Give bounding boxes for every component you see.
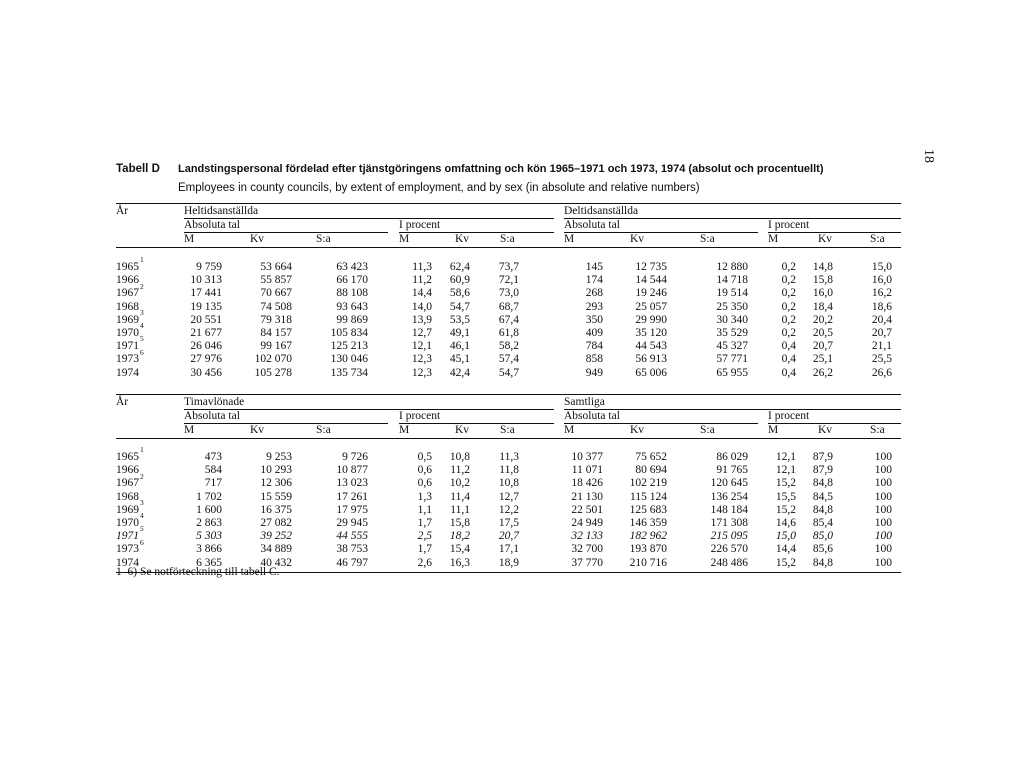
column-header-m: M bbox=[564, 424, 575, 436]
column-header-kv: Kv bbox=[250, 424, 265, 436]
table-cell: 60,9 bbox=[449, 274, 470, 287]
subgroup-rule bbox=[399, 232, 554, 233]
table-cell: 45,1 bbox=[449, 353, 470, 366]
table-cell: 2,6 bbox=[417, 556, 432, 569]
column-header-sa: S:a bbox=[500, 233, 515, 245]
table-cell: 13 023 bbox=[336, 477, 368, 490]
table-cell: 14 718 bbox=[716, 274, 748, 287]
table-cell: 29 990 bbox=[635, 313, 667, 326]
table-cell: 130 046 bbox=[330, 353, 368, 366]
table-cell: 11 071 bbox=[571, 464, 603, 477]
table-cell: 99 167 bbox=[260, 340, 292, 353]
table-cell: 0,4 bbox=[781, 353, 796, 366]
header-bottom-rule bbox=[116, 247, 901, 248]
table-cell: 9 253 bbox=[266, 451, 292, 463]
table-cell: 44 555 bbox=[336, 530, 368, 543]
table-cell: 74 508 bbox=[260, 300, 292, 313]
table-cell: 17,1 bbox=[498, 543, 519, 556]
table-cell: 584 bbox=[204, 464, 222, 477]
table-cell: 210 716 bbox=[629, 556, 667, 569]
table-cell: 45 327 bbox=[716, 340, 748, 353]
table-cell: 16,2 bbox=[871, 287, 892, 300]
table-cell: 12,1 bbox=[775, 451, 796, 463]
table-cell: 35 529 bbox=[716, 327, 748, 339]
column-header-kv: Kv bbox=[818, 424, 833, 436]
table-cell: 73,0 bbox=[498, 287, 519, 300]
table-cell: 14 544 bbox=[635, 274, 667, 287]
table-cell: 2 863 bbox=[196, 517, 222, 529]
table-cell: 21,1 bbox=[871, 340, 892, 353]
table-cell: 0,2 bbox=[781, 274, 796, 287]
table-cell: 25,1 bbox=[812, 353, 833, 366]
table-cell: 49,1 bbox=[449, 327, 470, 339]
table-cell: 11,3 bbox=[412, 261, 432, 273]
table-cell: 46 797 bbox=[336, 556, 368, 569]
table-title-english: Employees in county councils, by extent of employment, and by sex (in absolute and relative numbers) bbox=[178, 182, 700, 194]
row-year: 1965$^1$ bbox=[116, 445, 144, 463]
table-cell: 20,7 bbox=[498, 530, 519, 543]
table-cell: 73,7 bbox=[498, 261, 519, 273]
table-cell: 29 945 bbox=[336, 517, 368, 529]
subgroup-rule bbox=[564, 232, 758, 233]
table-cell: 12,7 bbox=[498, 490, 519, 503]
table-cell: 100 bbox=[874, 490, 892, 503]
table-cell: 100 bbox=[874, 503, 892, 516]
row-year: 1974 bbox=[116, 556, 139, 569]
row-year: 1970$^4$ bbox=[116, 321, 144, 339]
table-cell: 85,0 bbox=[812, 530, 833, 543]
table-cell: 18,9 bbox=[498, 556, 519, 569]
table-cell: 102 070 bbox=[254, 353, 292, 366]
table-cell: 784 bbox=[585, 340, 603, 353]
subgroup-rule bbox=[184, 232, 388, 233]
table-cell: 0,2 bbox=[781, 287, 796, 300]
table-cell: 12 306 bbox=[260, 477, 292, 490]
column-header-kv: Kv bbox=[455, 424, 470, 436]
table-cell: 58,2 bbox=[498, 340, 519, 353]
table-cell: 135 734 bbox=[330, 366, 368, 379]
column-header-kv: Kv bbox=[630, 424, 645, 436]
table-cell: 11,2 bbox=[450, 464, 470, 477]
table-cell: 14,4 bbox=[775, 543, 796, 556]
table-cell: 54,7 bbox=[449, 300, 470, 313]
column-header-m: M bbox=[399, 233, 410, 245]
table-cell: 20,4 bbox=[871, 313, 892, 326]
table-cell: 100 bbox=[874, 464, 892, 477]
column-header-sa: S:a bbox=[870, 424, 885, 436]
table-cell: 17 975 bbox=[336, 503, 368, 516]
table-cell: 84,8 bbox=[812, 477, 833, 490]
column-header-sa: S:a bbox=[500, 424, 515, 436]
group-header-left: Timavlönade bbox=[184, 396, 245, 408]
table-cell: 2,5 bbox=[417, 530, 432, 543]
table-cell: 100 bbox=[874, 556, 892, 569]
table-cell: 120 645 bbox=[710, 477, 748, 490]
table-cell: 0,6 bbox=[417, 477, 432, 490]
table-cell: 105 834 bbox=[330, 327, 368, 339]
table-cell: 409 bbox=[585, 327, 603, 339]
table-cell: 0,2 bbox=[781, 313, 796, 326]
table-cell: 100 bbox=[874, 477, 892, 490]
table-cell: 93 643 bbox=[336, 300, 368, 313]
table-cell: 22 501 bbox=[571, 503, 603, 516]
header-bottom-rule bbox=[116, 438, 901, 439]
table-cell: 86 029 bbox=[716, 451, 748, 463]
table-cell: 15,2 bbox=[775, 556, 796, 569]
table-cell: 182 962 bbox=[629, 530, 667, 543]
table-cell: 15,8 bbox=[812, 274, 833, 287]
row-year: 1968 bbox=[116, 300, 139, 313]
table-cell: 18,4 bbox=[812, 300, 833, 313]
table-cell: 11,4 bbox=[450, 490, 470, 503]
table-cell: 174 bbox=[585, 274, 603, 287]
table-cell: 79 318 bbox=[260, 313, 292, 326]
table-cell: 68,7 bbox=[498, 300, 519, 313]
table-cell: 61,8 bbox=[498, 327, 519, 339]
table-cell: 146 359 bbox=[629, 517, 667, 529]
table-cell: 34 889 bbox=[260, 543, 292, 556]
table-cell: 473 bbox=[204, 451, 222, 463]
column-header-m: M bbox=[184, 233, 195, 245]
row-year: 1967$^2$ bbox=[116, 471, 144, 490]
table-cell: 100 bbox=[874, 517, 892, 529]
table-cell: 858 bbox=[585, 353, 603, 366]
subheader-absoluta-right: Absoluta tal bbox=[564, 410, 620, 422]
table-cell: 15,5 bbox=[775, 490, 796, 503]
table-cell: 44 543 bbox=[635, 340, 667, 353]
table-cell: 87,9 bbox=[812, 451, 833, 463]
table-cell: 27 082 bbox=[260, 517, 292, 529]
table-cell: 10 293 bbox=[260, 464, 292, 477]
table-cell: 32 700 bbox=[571, 543, 603, 556]
table-cell: 12,7 bbox=[411, 327, 432, 339]
table-cell: 80 694 bbox=[635, 464, 667, 477]
table-cell: 14,6 bbox=[775, 517, 796, 529]
table-cell: 53,5 bbox=[449, 313, 470, 326]
table-cell: 100 bbox=[874, 530, 892, 543]
row-year: 1968 bbox=[116, 490, 139, 503]
table-cell: 125 683 bbox=[629, 503, 667, 516]
group-header-left: Heltidsanställda bbox=[184, 205, 259, 217]
table-cell: 21 677 bbox=[190, 327, 222, 339]
column-header-kv: Kv bbox=[630, 233, 645, 245]
table-cell: 65 955 bbox=[716, 366, 748, 379]
column-header-kv: Kv bbox=[818, 233, 833, 245]
subheader-procent-right: I procent bbox=[768, 410, 810, 422]
table-cell: 125 213 bbox=[330, 340, 368, 353]
row-year: 1974 bbox=[116, 366, 139, 379]
column-header-m: M bbox=[768, 424, 779, 436]
column-header-kv: Kv bbox=[250, 233, 265, 245]
section-top-rule bbox=[116, 394, 901, 395]
table-cell: 10 377 bbox=[571, 451, 603, 463]
table-cell: 91 765 bbox=[716, 464, 748, 477]
column-header-sa: S:a bbox=[316, 233, 331, 245]
table-cell: 84,8 bbox=[812, 556, 833, 569]
table-cell: 26,6 bbox=[871, 366, 892, 379]
subheader-procent-right: I procent bbox=[768, 219, 810, 231]
table-cell: 0,4 bbox=[781, 366, 796, 379]
table-cell: 18 426 bbox=[571, 477, 603, 490]
column-header-m: M bbox=[399, 424, 410, 436]
row-year: 1969$^3$ bbox=[116, 307, 144, 326]
column-header-sa: S:a bbox=[870, 233, 885, 245]
table-cell: 1,7 bbox=[417, 517, 432, 529]
row-year: 1973$^6$ bbox=[116, 537, 144, 556]
table-cell: 67,4 bbox=[498, 313, 519, 326]
table-cell: 20,5 bbox=[812, 327, 833, 339]
table-cell: 85,4 bbox=[812, 517, 833, 529]
table-cell: 66 170 bbox=[336, 274, 368, 287]
table-cell: 1,3 bbox=[417, 490, 432, 503]
subheader-procent-left: I procent bbox=[399, 219, 441, 231]
table-cell: 35 120 bbox=[635, 327, 667, 339]
table-title-swedish: Landstingspersonal fördelad efter tjänstgöringens omfattning och kön 1965–1971 och 1973, 1974 (absolut och procentuellt) bbox=[178, 163, 824, 175]
table-cell: 193 870 bbox=[629, 543, 667, 556]
table-cell: 25 350 bbox=[716, 300, 748, 313]
table-cell: 10,8 bbox=[498, 477, 519, 490]
table-cell: 57,4 bbox=[498, 353, 519, 366]
table-cell: 10 877 bbox=[336, 464, 368, 477]
table-cell: 37 770 bbox=[571, 556, 603, 569]
row-year: 1965$^1$ bbox=[116, 255, 144, 273]
table-cell: 12,3 bbox=[411, 366, 432, 379]
table-cell: 25 057 bbox=[635, 300, 667, 313]
table-cell: 25,5 bbox=[871, 353, 892, 366]
table-cell: 1,1 bbox=[417, 503, 432, 516]
table-cell: 56 913 bbox=[635, 353, 667, 366]
subheader-absoluta-left: Absoluta tal bbox=[184, 410, 240, 422]
table-cell: 293 bbox=[585, 300, 603, 313]
table-cell: 26 046 bbox=[190, 340, 222, 353]
table-cell: 15,8 bbox=[449, 517, 470, 529]
group-header-right: Samtliga bbox=[564, 396, 605, 408]
table-cell: 87,9 bbox=[812, 464, 833, 477]
table-cell: 102 219 bbox=[629, 477, 667, 490]
table-cell: 40 432 bbox=[260, 556, 292, 569]
table-cell: 11,3 bbox=[499, 451, 519, 463]
table-cell: 14,0 bbox=[411, 300, 432, 313]
table-cell: 30 456 bbox=[190, 366, 222, 379]
table-cell: 24 949 bbox=[571, 517, 603, 529]
page-number: 18 bbox=[921, 149, 936, 163]
table-cell: 14,8 bbox=[812, 261, 833, 273]
table-cell: 15,2 bbox=[775, 477, 796, 490]
section-top-rule bbox=[116, 203, 901, 204]
table-cell: 46,1 bbox=[449, 340, 470, 353]
table-cell: 32 133 bbox=[571, 530, 603, 543]
table-cell: 268 bbox=[585, 287, 603, 300]
table-cell: 16 375 bbox=[260, 503, 292, 516]
table-cell: 58,6 bbox=[449, 287, 470, 300]
row-year: 1971$^5$ bbox=[116, 334, 144, 353]
table-cell: 18,2 bbox=[449, 530, 470, 543]
table-cell: 53 664 bbox=[260, 261, 292, 273]
table-cell: 10,8 bbox=[449, 451, 470, 463]
group-header-right: Deltidsanställda bbox=[564, 205, 639, 217]
table-cell: 21 130 bbox=[571, 490, 603, 503]
table-cell: 0,5 bbox=[417, 451, 432, 463]
table-cell: 75 652 bbox=[635, 451, 667, 463]
table-cell: 65 006 bbox=[635, 366, 667, 379]
table-cell: 84,5 bbox=[812, 490, 833, 503]
subheader-absoluta-left: Absoluta tal bbox=[184, 219, 240, 231]
row-year: 1971$^5$ bbox=[116, 524, 144, 543]
table-cell: 13,9 bbox=[411, 313, 432, 326]
table-cell: 38 753 bbox=[336, 543, 368, 556]
table-cell: 17,5 bbox=[498, 517, 519, 529]
table-cell: 12,1 bbox=[775, 464, 796, 477]
column-header-sa: S:a bbox=[316, 424, 331, 436]
table-cell: 10 313 bbox=[190, 274, 222, 287]
table-cell: 949 bbox=[585, 366, 603, 379]
table-cell: 0,2 bbox=[781, 327, 796, 339]
table-cell: 84 157 bbox=[260, 327, 292, 339]
table-cell: 63 423 bbox=[336, 261, 368, 273]
table-cell: 136 254 bbox=[710, 490, 748, 503]
subheader-absoluta-right: Absoluta tal bbox=[564, 219, 620, 231]
table-cell: 0,4 bbox=[781, 340, 796, 353]
table-cell: 27 976 bbox=[190, 353, 222, 366]
table-cell: 350 bbox=[585, 313, 603, 326]
table-cell: 17 441 bbox=[190, 287, 222, 300]
subheader-procent-left: I procent bbox=[399, 410, 441, 422]
table-bottom-rule bbox=[116, 572, 901, 573]
table-cell: 215 095 bbox=[710, 530, 748, 543]
table-cell: 39 252 bbox=[260, 530, 292, 543]
column-header-kv: Kv bbox=[455, 233, 470, 245]
table-cell: 11,2 bbox=[412, 274, 432, 287]
column-header-m: M bbox=[184, 424, 195, 436]
table-cell: 55 857 bbox=[260, 274, 292, 287]
table-cell: 12,2 bbox=[498, 503, 519, 516]
table-cell: 84,8 bbox=[812, 503, 833, 516]
table-cell: 18,6 bbox=[871, 300, 892, 313]
table-cell: 57 771 bbox=[716, 353, 748, 366]
table-cell: 3 866 bbox=[196, 543, 222, 556]
table-cell: 16,3 bbox=[449, 556, 470, 569]
table-cell: 19 246 bbox=[635, 287, 667, 300]
table-cell: 12 735 bbox=[635, 261, 667, 273]
table-cell: 717 bbox=[204, 477, 222, 490]
table-cell: 1 600 bbox=[196, 503, 222, 516]
table-cell: 62,4 bbox=[449, 261, 470, 273]
table-cell: 115 124 bbox=[630, 490, 667, 503]
table-cell: 1,7 bbox=[417, 543, 432, 556]
table-cell: 0,2 bbox=[781, 261, 796, 273]
table-cell: 6 365 bbox=[196, 556, 222, 569]
table-cell: 1 702 bbox=[196, 490, 222, 503]
table-cell: 20 551 bbox=[190, 313, 222, 326]
table-cell: 42,4 bbox=[449, 366, 470, 379]
row-year: 1970$^4$ bbox=[116, 511, 144, 529]
table-cell: 19 514 bbox=[716, 287, 748, 300]
row-year: 1966 bbox=[116, 274, 139, 287]
row-year: 1967$^2$ bbox=[116, 281, 144, 300]
column-header-m: M bbox=[564, 233, 575, 245]
table-cell: 9 726 bbox=[342, 451, 368, 463]
table-cell: 100 bbox=[874, 543, 892, 556]
table-cell: 171 308 bbox=[710, 517, 748, 529]
table-cell: 72,1 bbox=[498, 274, 519, 287]
year-header: År bbox=[116, 205, 129, 217]
table-cell: 26,2 bbox=[812, 366, 833, 379]
table-cell: 12 880 bbox=[716, 261, 748, 273]
row-year: 1969$^3$ bbox=[116, 497, 144, 516]
subgroup-rule bbox=[564, 423, 758, 424]
footnote: 1–6) Se notförteckning till tabell C. bbox=[116, 566, 280, 578]
table-cell: 16,0 bbox=[812, 287, 833, 300]
column-header-sa: S:a bbox=[700, 233, 715, 245]
table-cell: 19 135 bbox=[190, 300, 222, 313]
table-cell: 105 278 bbox=[254, 366, 292, 379]
table-cell: 11,8 bbox=[499, 464, 519, 477]
table-cell: 10,2 bbox=[449, 477, 470, 490]
table-cell: 20,7 bbox=[812, 340, 833, 353]
table-cell: 100 bbox=[874, 451, 892, 463]
table-cell: 30 340 bbox=[716, 313, 748, 326]
column-header-sa: S:a bbox=[700, 424, 715, 436]
table-cell: 5 303 bbox=[196, 530, 222, 543]
table-cell: 85,6 bbox=[812, 543, 833, 556]
table-cell: 15 559 bbox=[260, 490, 292, 503]
table-cell: 17 261 bbox=[336, 490, 368, 503]
table-cell: 15,2 bbox=[775, 503, 796, 516]
table-cell: 12,3 bbox=[411, 353, 432, 366]
subgroup-rule bbox=[399, 423, 554, 424]
row-year: 1966 bbox=[116, 464, 139, 477]
table-cell: 16,0 bbox=[871, 274, 892, 287]
table-cell: 88 108 bbox=[336, 287, 368, 300]
table-cell: 148 184 bbox=[710, 503, 748, 516]
table-cell: 99 869 bbox=[336, 313, 368, 326]
table-cell: 226 570 bbox=[710, 543, 748, 556]
table-cell: 11,1 bbox=[450, 503, 470, 516]
table-cell: 14,4 bbox=[411, 287, 432, 300]
column-header-m: M bbox=[768, 233, 779, 245]
table-label: Tabell D bbox=[116, 163, 160, 175]
table-cell: 248 486 bbox=[710, 556, 748, 569]
subgroup-rule bbox=[184, 423, 388, 424]
table-cell: 145 bbox=[585, 261, 603, 273]
table-cell: 70 667 bbox=[260, 287, 292, 300]
row-year: 1973$^6$ bbox=[116, 347, 144, 366]
table-cell: 0,6 bbox=[417, 464, 432, 477]
table-cell: 9 759 bbox=[196, 261, 222, 273]
table-cell: 15,4 bbox=[449, 543, 470, 556]
table-cell: 20,7 bbox=[871, 327, 892, 339]
year-header: År bbox=[116, 396, 129, 408]
table-cell: 20,2 bbox=[812, 313, 833, 326]
table-cell: 54,7 bbox=[498, 366, 519, 379]
table-cell: 15,0 bbox=[775, 530, 796, 543]
table-cell: 0,2 bbox=[781, 300, 796, 313]
table-cell: 12,1 bbox=[411, 340, 432, 353]
table-cell: 15,0 bbox=[871, 261, 892, 273]
